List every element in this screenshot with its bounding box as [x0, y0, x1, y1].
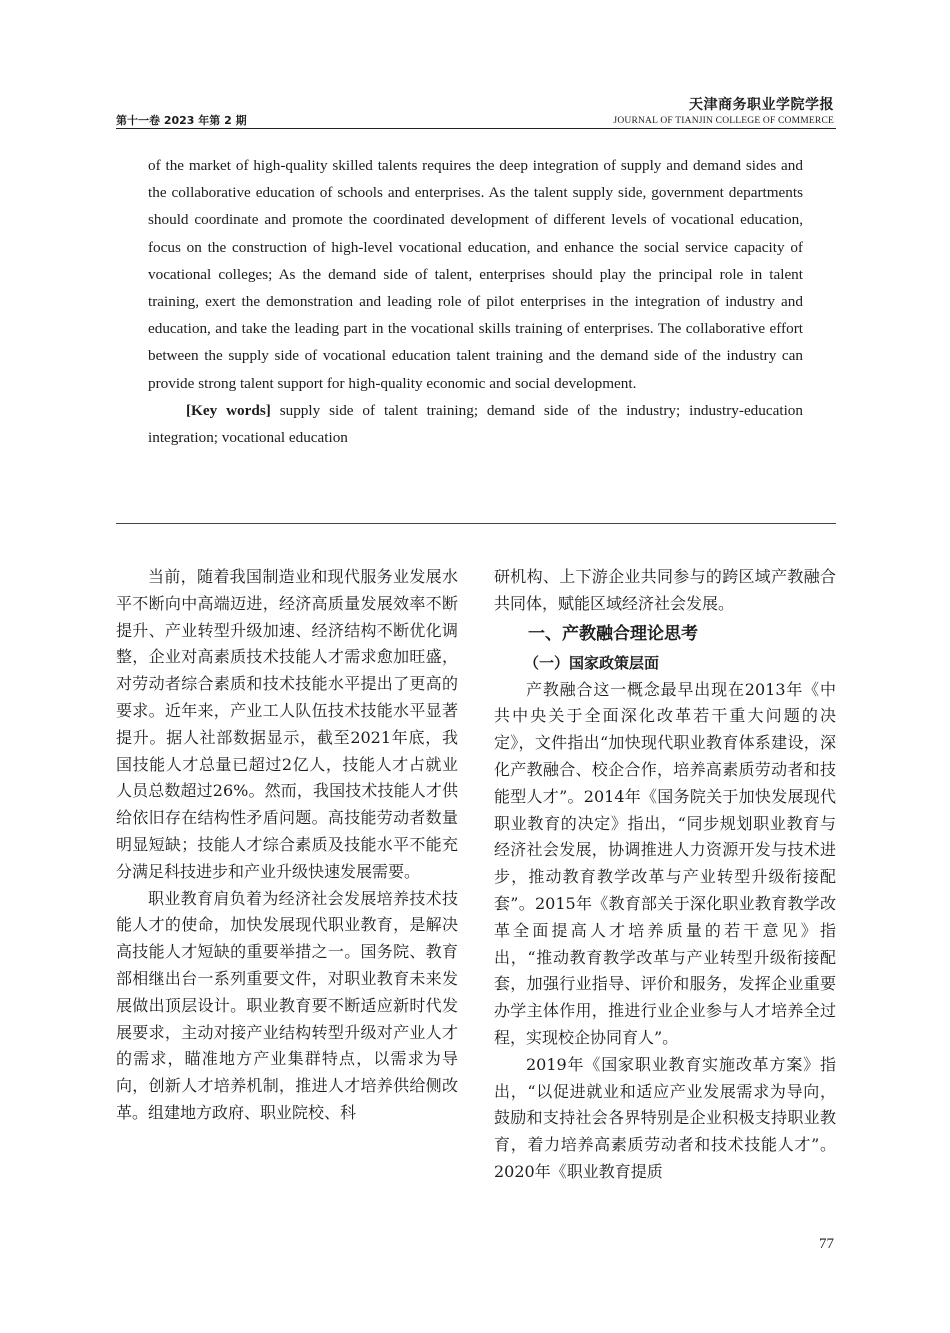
- section-heading-2: （一）国家政策层面: [524, 653, 660, 672]
- page-header-issue: 第十一卷 2023 年第 2 期: [116, 114, 247, 127]
- left-column: [116, 564, 458, 1127]
- right-column: [494, 564, 836, 1186]
- left-paragraph-2: 职业教育肩负着为经济社会发展培养技术技能人才的使命，加快发展现代职业教育，是解决高技能人才短缺的重要举措之一。国务院、教育部相继出台一系列重要文件，对职业教育未来发展做出顶层设计。职业教育要不断适应新时代发展要求，主动对接产业结构转型升级对产业人才的需求，瞄准地方产业集群特点，以需求为导向，创新人才培养机制，推进人才培养供给侧改革。组建地方政府、职业院校、科: [116, 888, 458, 1122]
- journal-title-en: JOURNAL OF TIANJIN COLLEGE OF COMMERCE: [613, 116, 834, 126]
- keywords-text: supply side of talent training; demand side of the industry; industry-education integration; vocational education: [148, 401, 803, 447]
- section-rule: [116, 523, 836, 524]
- abstract-body: of the market of high-quality skilled talents requires the deep integration of supply and demand sides and the collaborative education of schools and enterprises. As the talent supply side, government departments should coordinate and promote the coordinated development of different levels of vocational education, focus on the construction of high-level vocational education, and enhance the social service capacity of vocational colleges; As the demand side of talent, enterprises should play the principal role in talent training, exert the demonstration and leading role of pilot enterprises in the integration of industry and education, and take the leading part in the vocational skills training of enterprises. The collaborative effort between the supply side of vocational education talent training and the demand side of the industry can provide strong talent support for high-quality economic and social development.: [148, 157, 803, 392]
- section-heading-1: 一、产教融合理论思考: [528, 623, 698, 644]
- page-header-journal: [613, 94, 834, 126]
- journal-title-cn: 天津商务职业学院学报: [689, 97, 834, 113]
- right-paragraph-1: 产教融合这一概念最早出现在2013年《中共中央关于全面深化改革若干重大问题的决定》，文件指出“加快现代职业教育体系建设，深化产教融合、校企合作，培养高素质劳动者和技能型人才”。2014年《国务院关于加快发展现代职业教育的决定》指出，“同步规划职业教育与经济社会发展，协调推进人力资源开发与技术进步，推动教育教学改革与产业转型升级衔接配套”。2015年《教育部关于深化职业教育教学改革全面提高人才培养质量的若干意见》指出，“推动教育教学改革与产业转型升级衔接配套，加强行业指导、评价和服务，发挥企业重要办学主体作用，推进行业企业参与人才培养全过程，实现校企协同育人”。: [494, 679, 836, 1047]
- keywords-line: [148, 397, 803, 451]
- right-paragraph-0: 研机构、上下游企业共同参与的跨区域产教融合共同体，赋能区域经济社会发展。: [494, 567, 836, 613]
- header-rule: [116, 128, 836, 129]
- right-paragraph-2: 2019年《国家职业教育实施改革方案》指出，“以促进就业和适应产业发展需求为导向，鼓励和支持社会各界特别是企业积极支持职业教育，着力培养高素质劳动者和技术技能人才”。2020年《职业教育提质: [494, 1054, 836, 1181]
- left-paragraph-1: 当前，随着我国制造业和现代服务业发展水平不断向中高端迈进，经济高质量发展效率不断提升、产业转型升级加速、经济结构不断优化调整，企业对高素质技术技能人才需求愈加旺盛，对劳动者综合素质和技术技能水平提出了更高的要求。近年来，产业工人队伍技术技能水平显著提升。据人社部数据显示，截至2021年底，我国技能人才总量已超过2亿人，技能人才占就业人员总数超过26%。然而，我国技术技能人才供给依旧存在结构性矛盾问题。高技能劳动者数量明显短缺；技能人才综合素质及技能水平不能充分满足科技进步和产业升级快速发展需要。: [116, 567, 458, 881]
- page-number: 77: [819, 1236, 834, 1252]
- keywords-label: [Key words]: [186, 401, 271, 419]
- abstract-block: [148, 152, 803, 451]
